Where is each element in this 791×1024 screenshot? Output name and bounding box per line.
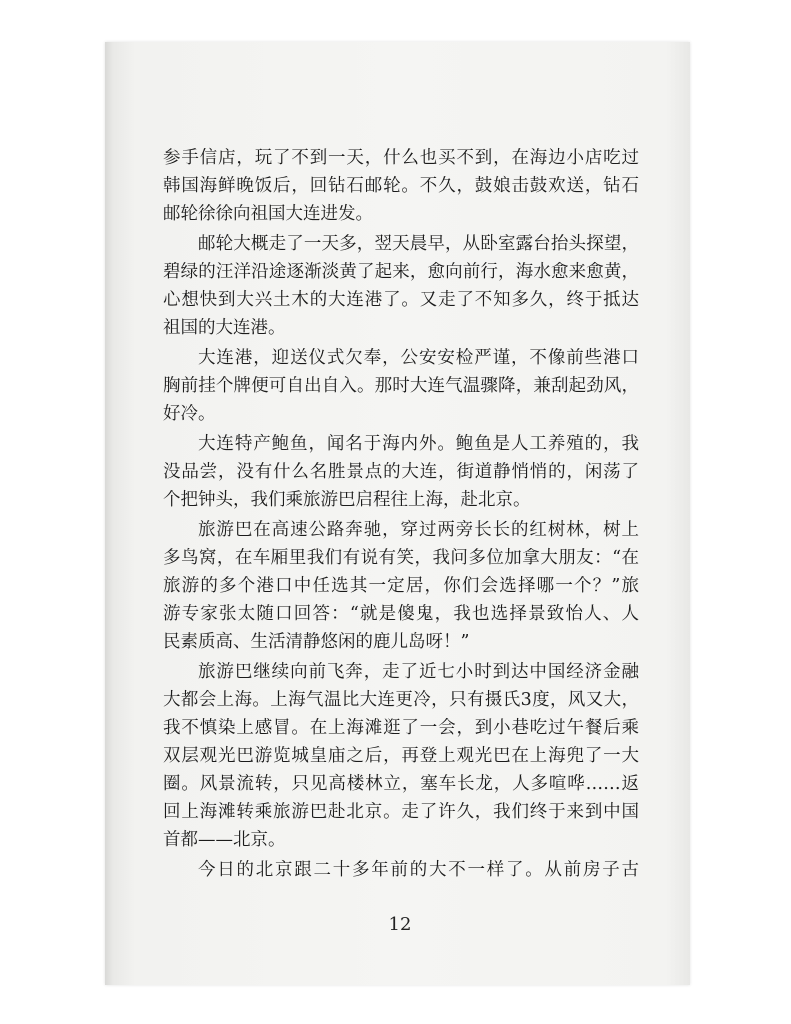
text-line: 大连特产鲍鱼，闻名于海内外。鲍鱼是人工养殖的，我 — [198, 434, 639, 454]
text-line: 大连港，迎送仪式欠奉，公安安检严谨，不像前些港口 — [198, 348, 639, 368]
text-line: 个把钟头，我们乘旅游巴启程往上海，赴北京。 — [163, 490, 531, 510]
text-line: 旅游巴在高速公路奔驰，穿过两旁长长的红树林，树上 — [198, 520, 639, 540]
text-line: 祖国的大连港。 — [163, 318, 286, 338]
text-line: 今日的北京跟二十多年前的大不一样了。从前房子古 — [198, 860, 639, 880]
text-line: 首都——北京。 — [163, 830, 286, 850]
paragraph — [163, 658, 639, 854]
paragraph — [163, 856, 639, 884]
text-line: 多鸟窝，在车厢里我们有说有笑，我问多位加拿大朋友：“在 — [163, 548, 639, 568]
text-line: 双层观光巴游览城皇庙之后，再登上观光巴在上海兜了一大 — [163, 746, 639, 766]
paragraph — [163, 430, 639, 514]
text-line: 没品尝，没有什么名胜景点的大连，街道静悄悄的，闲荡了 — [163, 462, 639, 482]
text-line: 参手信店，玩了不到一天，什么也买不到，在海边小店吃过 — [163, 148, 639, 168]
text-line: 旅游巴继续向前飞奔，走了近七小时到达中国经济金融 — [198, 662, 639, 682]
text-line: 碧绿的汪洋沿途逐渐淡黄了起来，愈向前行，海水愈来愈黄， — [163, 262, 639, 282]
text-line: 好冷。 — [163, 404, 216, 424]
text-line: 邮轮大概走了一天多，翌天晨早，从卧室露台抬头探望， — [198, 234, 639, 254]
body-text — [163, 144, 639, 886]
paragraph-continued — [163, 144, 639, 228]
text-line: 大都会上海。上海气温比大连更冷，只有摄氏3度，风又大， — [163, 690, 639, 710]
text-line: 圈。风景流转，只见高楼林立，塞车长龙，人多喧哗……返 — [163, 774, 639, 794]
text-line: 胸前挂个牌便可自出自入。那时大连气温骤降，兼刮起劲风， — [163, 376, 639, 396]
text-line: 回上海滩转乘旅游巴赴北京。走了许久，我们终于来到中国 — [163, 802, 639, 822]
text-line: 游专家张太随口回答：“就是傻鬼，我也选择景致怡人、人 — [163, 604, 639, 624]
page-number: 12 — [388, 914, 412, 935]
text-line: 心想快到大兴土木的大连港了。又走了不知多久，终于抵达 — [163, 290, 639, 310]
text-line: 韩国海鲜晚饭后，回钻石邮轮。不久，鼓娘击鼓欢送，钻石 — [163, 176, 639, 196]
text-line: 民素质高、生活清静悠闲的鹿儿岛呀！” — [163, 632, 470, 652]
book-page — [105, 42, 690, 985]
text-line: 我不慎染上感冒。在上海滩逛了一会，到小巷吃过午餐后乘 — [163, 718, 639, 738]
paragraph — [163, 230, 639, 342]
text-line: 旅游的多个港口中任选其一定居，你们会选择哪一个？”旅 — [163, 576, 639, 596]
paragraph — [163, 344, 639, 428]
paragraph — [163, 516, 639, 656]
text-line: 邮轮徐徐向祖国大连进发。 — [163, 204, 373, 224]
